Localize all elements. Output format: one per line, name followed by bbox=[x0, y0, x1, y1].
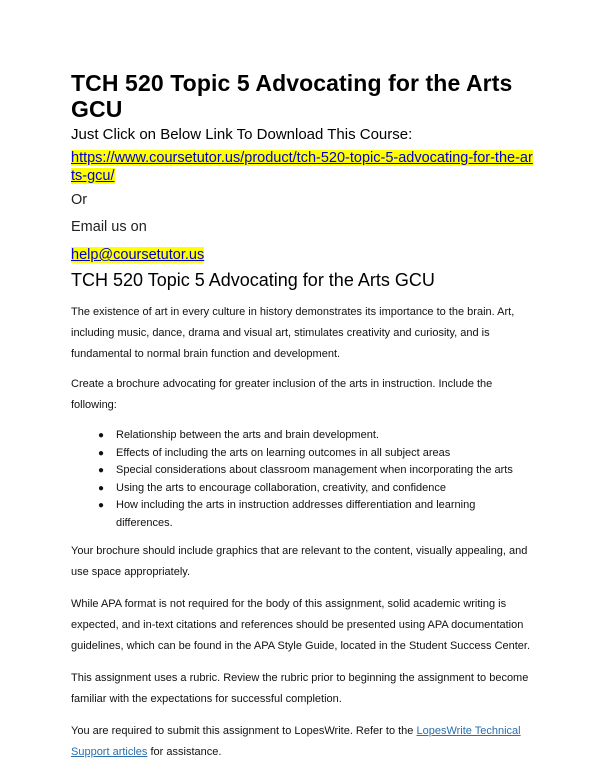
email-link[interactable] bbox=[71, 246, 204, 264]
email-link-text: help@coursetutor.us bbox=[71, 247, 205, 263]
paragraph-rubric: This assignment uses a rubric. Review the rubric prior to beginning the assignment to become familiar with the expectations for successful completion. bbox=[71, 672, 529, 705]
bullet-icon: ● bbox=[98, 500, 105, 511]
list-item bbox=[98, 427, 534, 445]
list-item-text: How including the arts in instruction addresses differentiation and learning differences. bbox=[116, 499, 476, 529]
paragraph-apa: While APA format is not required for the body of this assignment, solid academic writing is expected, and in-text citations and references should be presented using APA documentation guidelines, which can be found in the APA Style Guide, located in the Student Success Center. bbox=[71, 598, 531, 652]
paragraph-graphics: Your brochure should include graphics that are relevant to the content, visually appealing, and use space appropriately. bbox=[71, 545, 528, 578]
list-item bbox=[98, 462, 534, 480]
submit-text-before: You are required to submit this assignment to LopesWrite. Refer to the bbox=[71, 725, 417, 737]
lopeswrite-support-link[interactable]: LopesWrite Technical Support articles bbox=[71, 725, 521, 758]
page-title: TCH 520 Topic 5 Advocating for the Arts GCU bbox=[71, 70, 513, 122]
paragraph-intro: The existence of art in every culture in history demonstrates its importance to the brain. Art, including music, dance, drama and visual art, stimulates creativity and curiosity, and is fundamental to normal brain function and development. bbox=[71, 306, 515, 360]
list-item-text: Effects of including the arts on learning outcomes in all subject areas bbox=[116, 446, 451, 459]
bullet-icon: ● bbox=[98, 430, 105, 441]
list-item-text: Special considerations about classroom management when incorporating the arts bbox=[116, 464, 513, 476]
list-item bbox=[98, 480, 534, 498]
list-item-text: Using the arts to encourage collaboration, creativity, and confidence bbox=[116, 481, 446, 494]
email-label: Email us on bbox=[71, 219, 147, 235]
bullet-icon: ● bbox=[98, 482, 105, 494]
download-intro: Just Click on Below Link To Download This Course: bbox=[71, 126, 413, 143]
section-title: TCH 520 Topic 5 Advocating for the Arts GCU bbox=[71, 270, 435, 290]
paragraph-task: Create a brochure advocating for greater inclusion of the arts in instruction. Include the following: bbox=[71, 378, 493, 411]
submit-text-after: for assistance. bbox=[147, 746, 222, 758]
list-item-text: Relationship between the arts and brain development. bbox=[116, 429, 379, 441]
list-item bbox=[98, 497, 534, 532]
or-text: Or bbox=[71, 192, 88, 208]
requirements-list bbox=[98, 427, 534, 532]
paragraph-submit bbox=[71, 721, 534, 763]
bullet-icon: ● bbox=[98, 447, 105, 459]
download-link[interactable] bbox=[71, 149, 534, 185]
list-item bbox=[98, 445, 534, 463]
bullet-icon: ● bbox=[98, 465, 105, 476]
download-link-text: https://www.coursetutor.us/product/tch-520-topic-5-advocating-for-the-arts-gcu/ bbox=[71, 150, 533, 184]
